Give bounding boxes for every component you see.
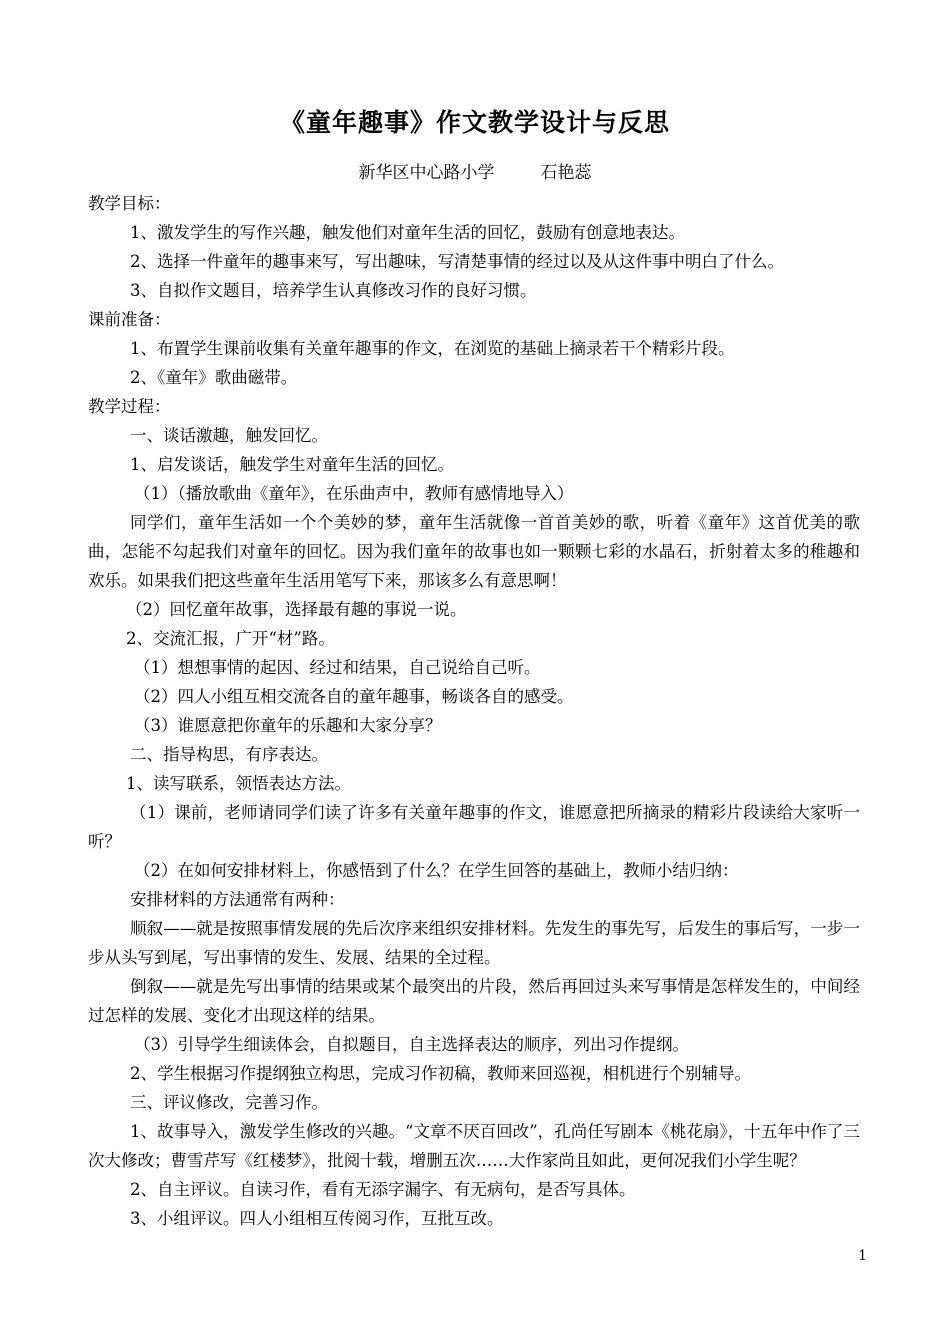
paragraph: （1）（播放歌曲《童年》，在乐曲声中，教师有感情地导入） [134, 484, 574, 503]
paragraph: 二、指导构思，有序表达。 [130, 745, 328, 764]
paragraph: （3）引导学生细读体会，自拟题目，自主选择表达的顺序，列出习作提纲。 [134, 1035, 689, 1054]
paragraph: （2）回忆童年故事，选择最有趣的事说一说。 [126, 600, 467, 619]
section-heading: 课前准备： [88, 310, 171, 329]
author-line [0, 160, 950, 186]
paragraph: 1、激发学生的写作兴趣，触发他们对童年生活的回忆，鼓励有创意地表达。 [130, 223, 685, 242]
paragraph: 2、选择一件童年的趣事来写，写出趣味，写清楚事情的经过以及从这件事中明白了什么。 [130, 252, 784, 271]
paragraph: 2、学生根据习作提纲独立构思，完成习作初稿，教师来回巡视，相机进行个别辅导。 [130, 1064, 751, 1083]
paragraph: 1、布置学生课前收集有关童年趣事的作文，在浏览的基础上摘录若干个精彩片段。 [130, 339, 735, 358]
paragraph: 3、自拟作文题目，培养学生认真修改习作的良好习惯。 [130, 281, 537, 300]
paragraph: 三、评议修改，完善习作。 [130, 1093, 328, 1112]
paragraph: 一、谈话激趣，触发回忆。 [130, 426, 328, 445]
paragraph: （1）课前，老师请同学们读了许多有关童年趣事的作文，谁愿意把所摘录的精彩片段读给大家听一听？ [88, 803, 860, 851]
author-school: 新华区中心路小学 [358, 163, 495, 183]
paragraph: 1、启发谈话，触发学生对童年生活的回忆。 [130, 455, 454, 474]
paragraph: 倒叙——就是先写出事情的结果或某个最突出的片段，然后再回过头来写事情是怎样发生的，中间经过怎样的发展、变化才出现这样的结果。 [88, 977, 860, 1025]
paragraph: 顺叙——就是按照事情发展的先后次序来组织安排材料。先发生的事先写，后发生的事后写，一步一步从头写到尾，写出事情的发生、发展、结果的全过程。 [88, 919, 860, 967]
page-number: 1 [858, 1248, 867, 1264]
paragraph: （1）想想事情的起因、经过和结果，自己说给自己听。 [134, 658, 541, 677]
paragraph: 同学们，童年生活如一个个美妙的梦，童年生活就像一首首美妙的歌，听着《童年》这首优美的歌曲，怎能不勾起我们对童年的回忆。因为我们童年的故事也如一颗颗七彩的水晶石，折射着太多的稚趣和欢乐。如果我们把这些童年生活用笔写下来，那该多么有意思啊！ [88, 513, 860, 590]
paragraph: 1、故事导入，激发学生修改的兴趣。“文章不厌百回改”，孔尚任写剧本《桃花扇》，十五年中作了三次大修改；曹雪芹写《红楼梦》，批阅十载，增删五次……大作家尚且如此，更何况我们小学生呢？ [88, 1122, 860, 1170]
section-heading: 教学目标： [88, 194, 171, 213]
paragraph: 2、交流汇报，广开“材”路。 [126, 629, 335, 648]
paragraph: 2、自主评议。自读习作，看有无添字漏字、有无病句，是否写具体。 [130, 1180, 636, 1199]
author-name: 石艳蕊 [540, 163, 592, 183]
document-body [88, 189, 860, 1233]
paragraph: 2、《童年》歌曲磁带。 [130, 368, 298, 387]
paragraph: 1、读写联系，领悟表达方法。 [126, 774, 351, 793]
document-title: 《童年趣事》作文教学设计与反思 [279, 108, 670, 137]
paragraph: 3、小组评议。四人小组相互传阅习作，互批互改。 [130, 1209, 504, 1228]
paragraph: （3）谁愿意把你童年的乐趣和大家分享？ [134, 716, 442, 735]
paragraph: 安排材料的方法通常有两种： [130, 890, 345, 909]
section-heading: 教学过程： [88, 397, 171, 416]
paragraph: （2）在如何安排材料上，你感悟到了什么？在学生回答的基础上，教师小结归纳： [134, 861, 739, 880]
paragraph: （2）四人小组互相交流各自的童年趣事，畅谈各自的感受。 [134, 687, 574, 706]
